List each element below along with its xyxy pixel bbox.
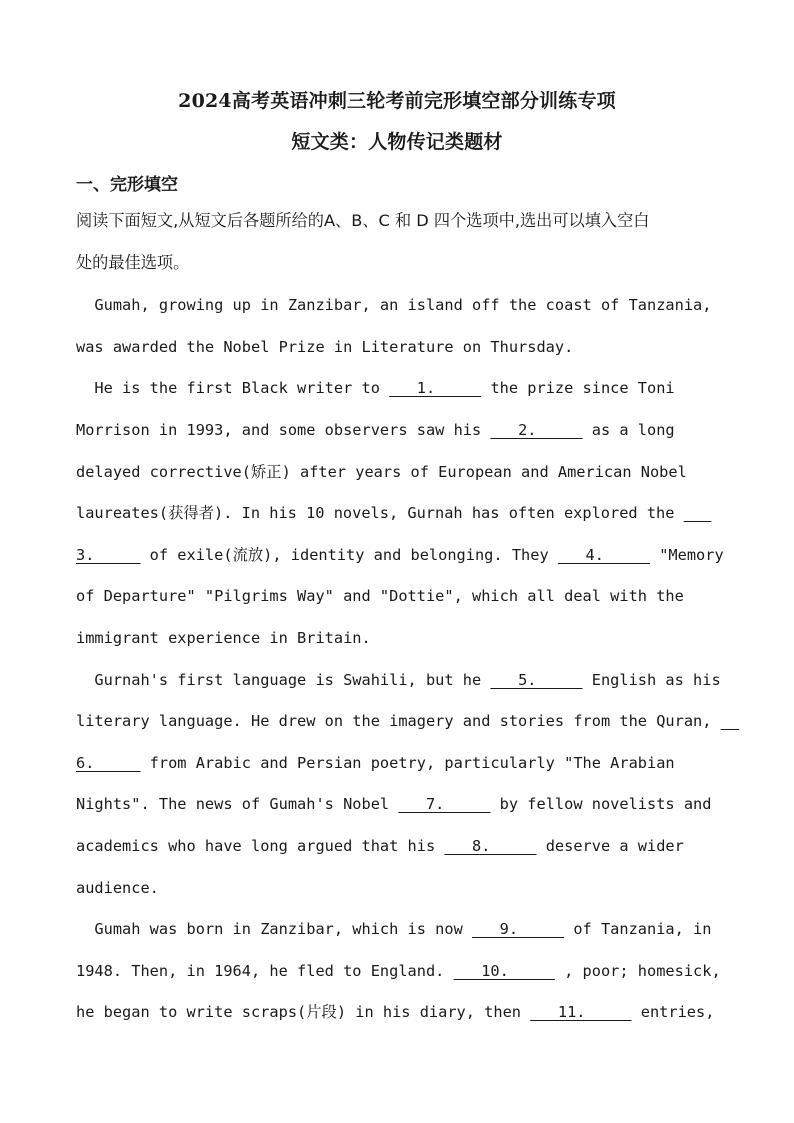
blank-6-start	[721, 712, 739, 730]
passage-text: the prize since Toni	[481, 379, 675, 397]
instructions-line-1: 阅读下面短文,从短文后各题所给的A、B、C 和 D 四个选项中,选出可以填入空白	[76, 211, 650, 230]
passage-line	[76, 753, 675, 773]
page-subtitle: 短文类：人物传记类题材	[291, 131, 503, 153]
passage-text: academics who have long argued that his	[76, 837, 445, 855]
passage-text: as a long	[582, 421, 675, 439]
passage-text: 1948. Then, in 1964, he fled to England.	[76, 962, 454, 980]
passage-line	[76, 378, 675, 398]
section-heading: 一、完形填空	[76, 175, 178, 195]
blank-4: 4.	[557, 546, 650, 564]
passage-line: delayed corrective(矫正) after years of European and American Nobel	[76, 463, 687, 481]
blank-7: 7.	[398, 795, 491, 813]
passage-text: laureates(获得者). In his 10 novels, Gurnah has often explored the	[76, 504, 684, 522]
passage-text: , poor; homesick,	[554, 962, 721, 980]
passage-line: was awarded the Nobel Prize in Literature on Thursday.	[76, 338, 574, 356]
passage-text: Gurnah's first language is Swahili, but he	[76, 671, 491, 689]
passage-line: Gumah, growing up in Zanzibar, an island off the coast of Tanzania,	[76, 296, 712, 314]
passage-text: "Memory	[649, 546, 724, 564]
page-title: 2024高考英语冲刺三轮考前完形填空部分训练专项	[178, 90, 616, 112]
passage-line	[76, 545, 724, 565]
passage-text: He is the first Black writer to	[76, 379, 390, 397]
passage-text: English as his	[582, 671, 721, 689]
blank-10: 10.	[453, 962, 555, 980]
passage-line	[76, 420, 675, 440]
passage-text: by fellow novelists and	[490, 795, 712, 813]
passage-line	[76, 794, 711, 814]
blank-8: 8.	[444, 837, 537, 855]
blank-3: 3.	[76, 546, 141, 564]
blank-5: 5.	[490, 671, 583, 689]
passage-text: deserve a wider	[536, 837, 684, 855]
passage-text: literary language. He drew on the imagery and stories from the Quran,	[76, 712, 721, 730]
passage-text: of Tanzania, in	[564, 920, 712, 938]
passage-text: he began to write scraps(片段) in his diary, then	[76, 1003, 531, 1021]
passage-text: from Arabic and Persian poetry, particularly "The Arabian	[140, 754, 675, 772]
passage-text: Morrison in 1993, and some observers saw his	[76, 421, 491, 439]
blank-3-start	[684, 504, 712, 522]
passage-line	[76, 836, 684, 856]
instructions-line-2: 处的最佳选项。	[76, 253, 190, 272]
blank-1: 1.	[389, 379, 482, 397]
passage-line	[76, 503, 711, 523]
blank-11: 11.	[530, 1003, 632, 1021]
passage-line	[76, 1002, 714, 1022]
passage-text: of exile(流放), identity and belonging. They	[140, 546, 558, 564]
blank-9: 9.	[472, 920, 565, 938]
passage-line	[76, 961, 721, 981]
passage-text: Gumah was born in Zanzibar, which is now	[76, 920, 473, 938]
blank-2: 2.	[490, 421, 583, 439]
passage-line	[76, 711, 739, 731]
passage-line: immigrant experience in Britain.	[76, 629, 371, 647]
passage-line	[76, 919, 711, 939]
passage-line: of Departure" "Pilgrims Way" and "Dottie", which all deal with the	[76, 587, 684, 605]
passage-line: audience.	[76, 879, 159, 897]
passage-text: Nights". The news of Gumah's Nobel	[76, 795, 399, 813]
passage-line	[76, 670, 721, 690]
blank-6: 6.	[76, 754, 141, 772]
passage-text: entries,	[631, 1003, 715, 1021]
